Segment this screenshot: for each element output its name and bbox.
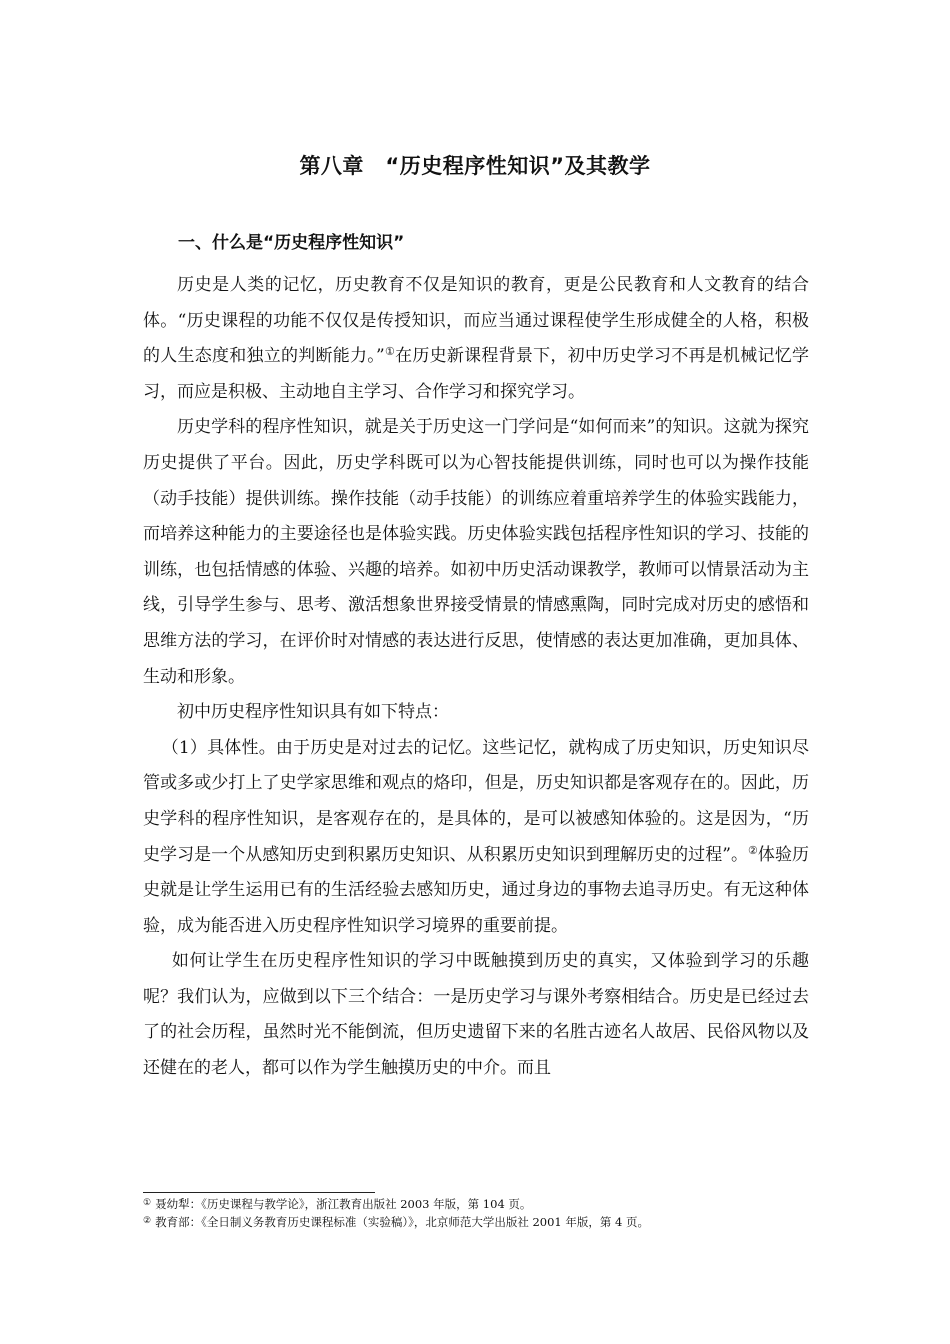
footnote-reference: ②: [748, 843, 758, 857]
paragraph: 历史学科的程序性知识，就是关于历史这一门学问是“如何而来”的知识。这就为探究历史提供了平台。因此，历史学科既可以为心智技能提供训练，同时也可以为操作技能（动手技能）提供训练。操作技能（动手技能）的训练应着重培养学生的体验实践能力，而培养这种能力的主要途径也是体验实践。历史体验实践包括程序性知识的学习、技能的训练，也包括情感的体验、兴趣的培养。如初中历史活动课教学，教师可以情景活动为主线，引导学生参与、思考、激活想象世界接受情景的情感熏陶，同时完成对历史的感悟和思维方法的学习，在评价时对情感的表达进行反思，使情感的表达更加准确，更加具体、生动和形象。: [143, 417, 809, 687]
paragraph-text: （1）具体性。由于历史是对过去的记忆。这些记忆，就构成了历史知识，历史知识尽管或多或少打上了史学家思维和观点的烙印，但是，历史知识都是客观存在的。因此，历史学科的程序性知识，是客观存在的，是具体的，是可以被感知体验的。这是因为，“历史学习是一个从感知历史到积累历史知识、从积累历史知识到理解历史的过程”。: [143, 737, 809, 865]
footnote: [143, 1213, 823, 1231]
section-heading: 一、什么是“历史程序性知识”: [178, 233, 405, 253]
footnote-text: 教育部：《全日制义务教育历史课程标准（实验稿）》，北京师范大学出版社 2001 年版，第 4 页。: [155, 1215, 650, 1229]
footnote-text: 聂幼犁：《历史课程与教学论》，浙江教育出版社 2003 年版，第 104 页。: [155, 1197, 532, 1211]
paragraph-text: 历史是人类的记忆，历史教育不仅是知识的教育，更是公民教育和人文教育的结合体。“历史课程的功能不仅仅是传授知识，而应当通过课程使学生形成健全的人格，积极的人生态度和独立的判断能力。”: [143, 275, 809, 367]
footnote-mark: ①: [143, 1198, 152, 1208]
footnotes: [143, 1195, 823, 1231]
paragraph-text: 在历史新课程背景下，初中历史学习不再是机械记忆学习，而应是积极、主动地自主学习、合作学习和探究学习。: [143, 346, 809, 402]
footnote-separator: [143, 1192, 375, 1193]
paragraph: 初中历史程序性知识具有如下特点：: [177, 702, 449, 723]
paragraph: [143, 268, 809, 410]
footnote: [143, 1195, 823, 1213]
paragraph: [143, 731, 809, 945]
footnote-mark: ②: [143, 1216, 152, 1226]
paragraph-text: 体验历史就是让学生运用已有的生活经验去感知历史，通过身边的事物去追寻历史。有无这种体验，成为能否进入历史程序性知识学习境界的重要前提。: [143, 844, 809, 936]
footnote-reference: ①: [384, 345, 396, 359]
body-text: [143, 268, 809, 1087]
chapter-title: 第八章 “历史程序性知识”及其教学: [299, 154, 651, 178]
paragraph: 如何让学生在历史程序性知识的学习中既触摸到历史的真实，又体验到学习的乐趣呢？我们认为，应做到以下三个结合：一是历史学习与课外考察相结合。历史是已经过去了的社会历程，虽然时光不能倒流，但历史遗留下来的名胜古迹名人故居、民俗风物以及还健在的老人，都可以作为学生触摸历史的中介。而且: [143, 951, 809, 1079]
